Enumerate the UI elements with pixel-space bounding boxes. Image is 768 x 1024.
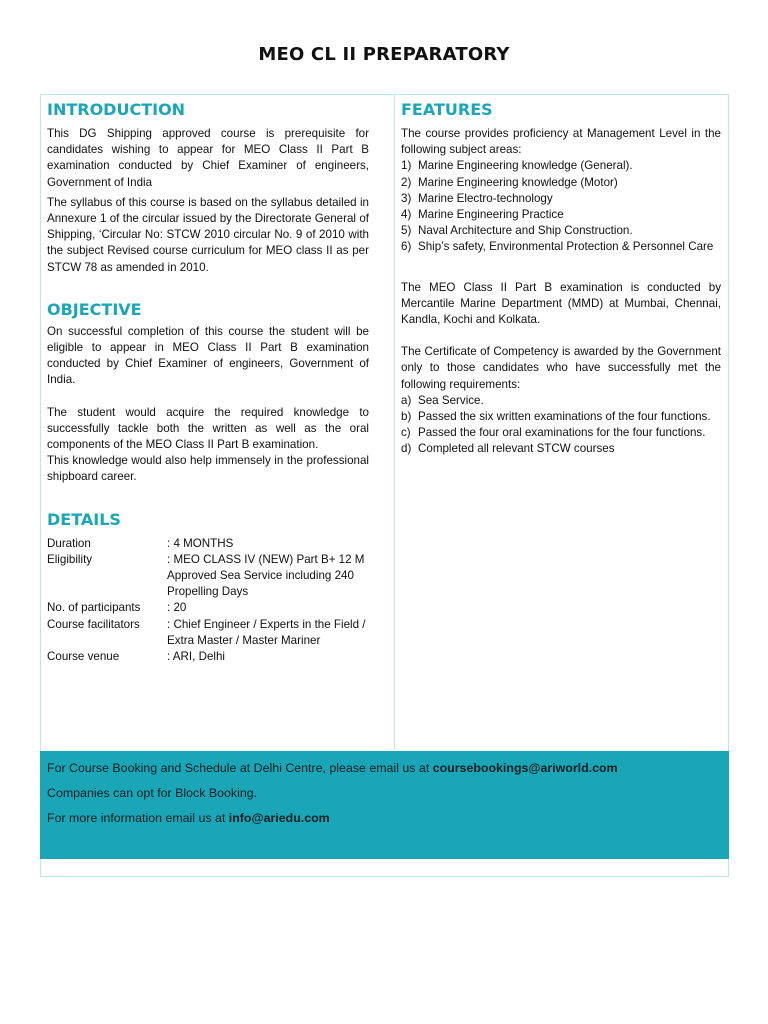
list-item xyxy=(401,207,721,223)
requirements-list xyxy=(401,393,721,458)
details-row xyxy=(47,617,369,649)
objective-heading: OBJECTIVE xyxy=(47,299,142,319)
details-key: Course facilitators xyxy=(47,617,140,631)
list-item xyxy=(401,393,721,409)
list-number: 1) xyxy=(401,159,412,173)
objective-paragraph-3: This knowledge would also help immensely in the professional shipboard career. xyxy=(47,454,369,484)
list-item xyxy=(401,191,721,207)
list-item xyxy=(401,158,721,174)
left-column xyxy=(47,100,369,665)
block-booking-line: Companies can opt for Block Booking. xyxy=(47,786,258,800)
coc-paragraph: The Certificate of Competency is awarded by the Government only to those candidates who have successfully met the following requirements: xyxy=(401,345,721,391)
details-key: Duration xyxy=(47,536,91,550)
details-value: : 20 xyxy=(167,601,187,615)
details-row xyxy=(47,552,369,601)
list-text: Passed the six written examinations of the four functions. xyxy=(418,410,711,424)
introduction-paragraph-1: This DG Shipping approved course is prerequisite for candidates wishing to appear for MEO Class II Part B examination conducted by Chief Examiner of engineers, Government of India xyxy=(47,127,369,189)
list-letter: b) xyxy=(401,410,412,424)
list-text: Passed the four oral examinations for the four functions. xyxy=(418,426,706,440)
list-item xyxy=(401,223,721,239)
booking-line xyxy=(47,761,618,775)
right-column xyxy=(401,100,721,458)
list-text: Marine Engineering Practice xyxy=(418,208,564,222)
list-number: 4) xyxy=(401,208,412,222)
features-intro: The course provides proficiency at Management Level in the following subject areas: xyxy=(401,127,721,157)
exam-paragraph: The MEO Class II Part B examination is conducted by Mercantile Marine Department (MMD) at Mumbai, Chennai, Kandla, Kochi and Kolkata. xyxy=(401,280,721,327)
list-number: 2) xyxy=(401,175,412,189)
list-letter: d) xyxy=(401,442,412,456)
booking-email-link[interactable]: coursebookings@ariworld.com xyxy=(432,761,618,775)
info-email-link[interactable]: info@ariedu.com xyxy=(228,811,330,825)
list-text: Marine Engineering knowledge (Motor) xyxy=(418,175,618,189)
introduction-heading: INTRODUCTION xyxy=(47,100,186,119)
details-key: Course venue xyxy=(47,650,120,664)
list-text: Ship’s safety, Environmental Protection & Personnel Care xyxy=(418,240,714,254)
details-row xyxy=(47,536,369,552)
objective-paragraph-2: The student would acquire the required knowledge to successfully tackle both the written as well as the oral components of the MEO Class II Part B examination. xyxy=(47,405,369,452)
page-title: MEO CL II PREPARATORY xyxy=(258,44,510,65)
list-number: 6) xyxy=(401,240,412,254)
details-heading: DETAILS xyxy=(47,509,121,529)
contact-banner xyxy=(40,751,729,859)
details-table xyxy=(47,536,369,666)
details-value: : MEO CLASS IV (NEW) Part B+ 12 M Approved Sea Service including 240 Propelling Days xyxy=(167,552,365,599)
introduction-paragraph-2: The syllabus of this course is based on the syllabus detailed in Annexure 1 of the circular issued by the Directorate General of Shipping, ‘Circular No: STCW 2010 circular No. 9 of 2010 with the subject Revised course curriculum for MEO class II as per STCW 78 as amended in 2010. xyxy=(47,195,369,274)
list-letter: a) xyxy=(401,393,412,407)
list-text: Marine Engineering knowledge (General). xyxy=(418,159,633,173)
features-heading: FEATURES xyxy=(401,100,493,119)
list-item xyxy=(401,409,721,425)
list-letter: c) xyxy=(401,426,411,440)
info-line xyxy=(47,811,330,825)
details-row xyxy=(47,600,369,616)
list-text: Completed all relevant STCW courses xyxy=(418,442,615,456)
list-item xyxy=(401,425,721,441)
details-value: : 4 MONTHS xyxy=(167,536,234,550)
list-number: 5) xyxy=(401,224,412,238)
details-key: No. of participants xyxy=(47,601,141,615)
list-number: 3) xyxy=(401,191,412,205)
details-row xyxy=(47,649,369,665)
list-text: Naval Architecture and Ship Construction. xyxy=(418,224,633,238)
details-value: : ARI, Delhi xyxy=(167,650,225,664)
list-item xyxy=(401,175,721,191)
column-divider xyxy=(394,94,395,750)
list-text: Sea Service. xyxy=(418,393,484,407)
info-text: For more information email us at xyxy=(47,811,229,825)
booking-text: For Course Booking and Schedule at Delhi Centre, please email us at xyxy=(47,761,433,775)
list-item xyxy=(401,441,721,457)
objective-paragraph-1: On successful completion of this course the student will be eligible to appear in MEO Class II Part B examination conducted by Chief Examiner of engineers, Government of India. xyxy=(47,324,369,387)
list-text: Marine Electro-technology xyxy=(418,191,553,205)
details-value: : Chief Engineer / Experts in the Field / Extra Master / Master Mariner xyxy=(167,617,366,647)
list-item xyxy=(401,239,721,255)
subject-list xyxy=(401,158,721,255)
details-key: Eligibility xyxy=(47,552,93,566)
